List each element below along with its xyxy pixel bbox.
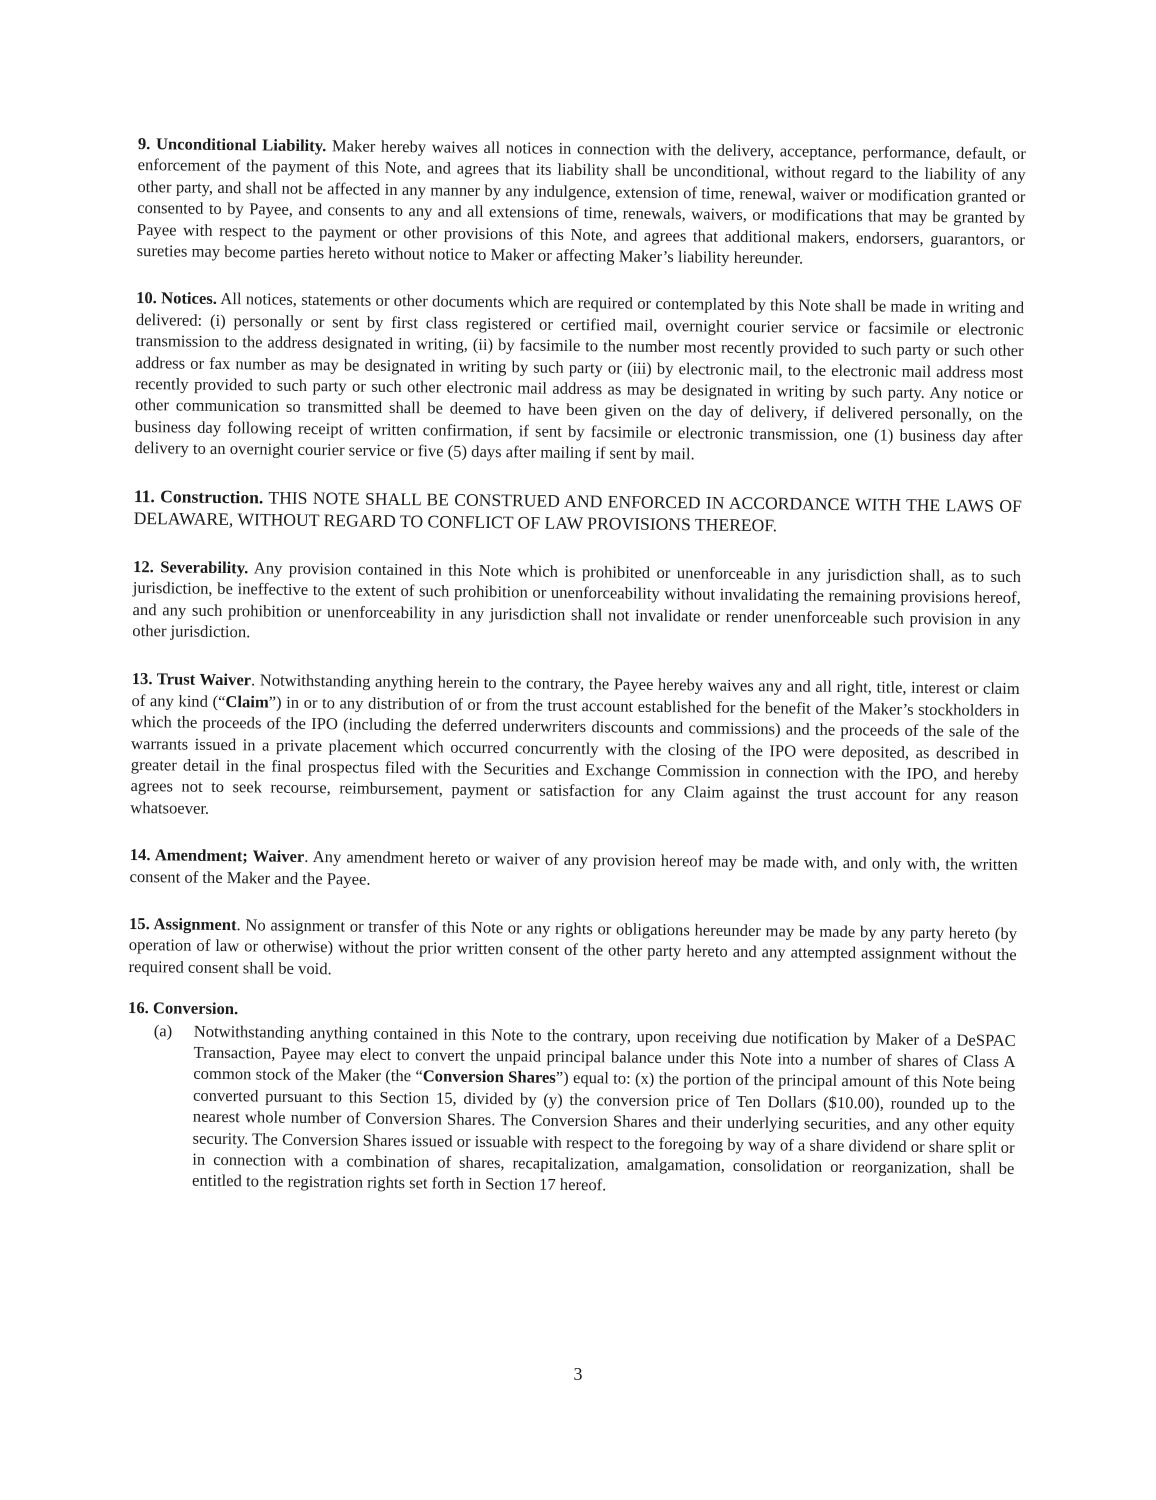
section-10-heading: 10. Notices.: [136, 288, 218, 309]
section-13-text-b: ”) in or to any distribution of or from the trust account established for the benefit of the Maker’s stockholders in which the proceeds of the IPO (including the deferred underwriters discounts and commissions) and the proceeds of the sale of the warrants issued in a private placement which occurred concurrently with the closing of the IPO were deposited, as described in greater detail in the final prospectus filed with the Securities and Exchange Commission in connection with the IPO, and hereby agrees not to seek recourse, reimbursement, payment or satisfaction for any Claim against the trust account for any reason whatsoever.: [130, 692, 1020, 818]
section-11-construction: [134, 485, 1022, 539]
section-13-text-a: . Notwithstanding anything herein to the contrary, the Payee hereby waives any and all right, title, interest or claim of any kind (“: [131, 670, 1020, 711]
subsection-a-defined-term: Conversion Shares: [422, 1066, 556, 1088]
section-14-text: . Any amendment hereto or waiver of any provision hereof may be made with, and only with, the written consent of the Maker and the Payee.: [129, 847, 1018, 889]
section-15-assignment: [128, 913, 1017, 987]
section-16-subsection-a: [126, 1020, 1016, 1201]
section-16-heading: 16. Conversion.: [127, 998, 239, 1019]
section-14-heading: 14. Amendment; Waiver: [129, 845, 305, 867]
section-13-heading: 13. Trust Waiver: [131, 669, 252, 690]
section-13-defined-term: Claim: [225, 691, 269, 712]
section-10-notices: [134, 287, 1024, 468]
section-10-text: All notices, statements or other documents which are required or contemplated by this Note shall be made in writing and delivered: (i) personally or sent by first class registered or certified mail, overnight courier service or facsimile or electronic transmission to the address designated in writing, (ii) by facsimile to the number most recently provided to such party or such other address or fax number as may be designated in writing by such party or (iii) by electronic mail, to the electronic mail address most recently provided to such party or such other electronic mail address as may be designated in writing by such party. Any notice or other communication so transmitted shall be deemed to have been given on the day of delivery, if delivered personally, on the business day following receipt of written confirmation, if sent by facsimile or electronic transmission, one (1) business day after delivery to an overnight courier service or five (5) days after mailing if sent by mail.: [134, 289, 1025, 464]
document-body: [126, 133, 1026, 1201]
section-16-conversion: [126, 997, 1016, 1201]
section-9-unconditional-liability: [137, 133, 1026, 272]
section-12-heading: 12. Severability.: [132, 556, 249, 577]
subsection-a-text: [192, 1020, 1016, 1201]
section-9-text: Maker hereby waives all notices in connection with the delivery, acceptance, performance, default, or enforcement of the payment of this Note, and agrees that its liability shall be unconditional, without regard to the liability of any other party, and shall not be affected in any manner by any indulgence, extension of time, renewal, waiver or modification granted or consented to by Payee, and consents to any and all extensions of time, renewals, waivers, or modifications that may be granted by Payee with respect to the payment or other provisions of this Note, and agrees that additional makers, endorsers, guarantors, or sureties may become parties hereto without notice to Maker or affecting Maker’s liability hereunder.: [136, 136, 1026, 268]
section-12-severability: [132, 556, 1021, 652]
page-number: 3: [573, 1364, 583, 1384]
section-12-text: Any provision contained in this Note which is prohibited or unenforceable in any jurisdiction shall, as to such jurisdiction, be ineffective to the extent of such prohibition or unenforceability without invalidating the remaining provisions hereof, and any such prohibition or unenforceability in any jurisdiction shall not invalidate or render unenforceable such provision in any other jurisdiction.: [132, 557, 1022, 642]
section-11-heading: 11. Construction.: [133, 485, 264, 508]
section-14-amendment-waiver: [129, 844, 1017, 897]
section-9-heading: 9. Unconditional Liability.: [137, 133, 327, 156]
section-13-trust-waiver: [130, 668, 1020, 828]
section-11-text: THIS NOTE SHALL BE CONSTRUED AND ENFORCED IN ACCORDANCE WITH THE LAWS OF DELAWARE, WITHOUT REGARD TO CONFLICT OF LAW PROVISIONS THEREOF.: [133, 487, 1022, 535]
section-15-heading: 15. Assignment: [128, 913, 237, 935]
subsection-a-label: (a): [153, 1020, 173, 1041]
subsection-a-text-1: Notwithstanding anything contained in this Note to the contrary, upon receiving due notification by Maker of a DeSPAC Transaction, Payee may elect to convert the unpaid principal balance under this Note into a number of shares of Class A common stock of the Maker (the “: [193, 1021, 1016, 1086]
subsection-a-text-2: ”) equal to: (x) the portion of the principal amount of this Note being converted pursuant to this Section 15, divided by (y) the conversion price of Ten Dollars ($10.00), rounded up to the nearest whole number of Conversion Shares. The Conversion Shares and their underlying securities, and any other equity security. The Conversion Shares issued or issuable with respect to the foregoing by way of a share dividend or share split or in connection with a combination of shares, recapitalization, amalgamation, consolidation or reorganization, shall be entitled to the registration rights set forth in Section 17 hereof.: [192, 1068, 1016, 1195]
section-15-text: . No assignment or transfer of this Note or any rights or obligations hereunder may be made by any party hereto (by operation of law or otherwise) without the prior written consent of the other party hereto and any attempted assignment without the required consent shall be void.: [128, 915, 1018, 979]
